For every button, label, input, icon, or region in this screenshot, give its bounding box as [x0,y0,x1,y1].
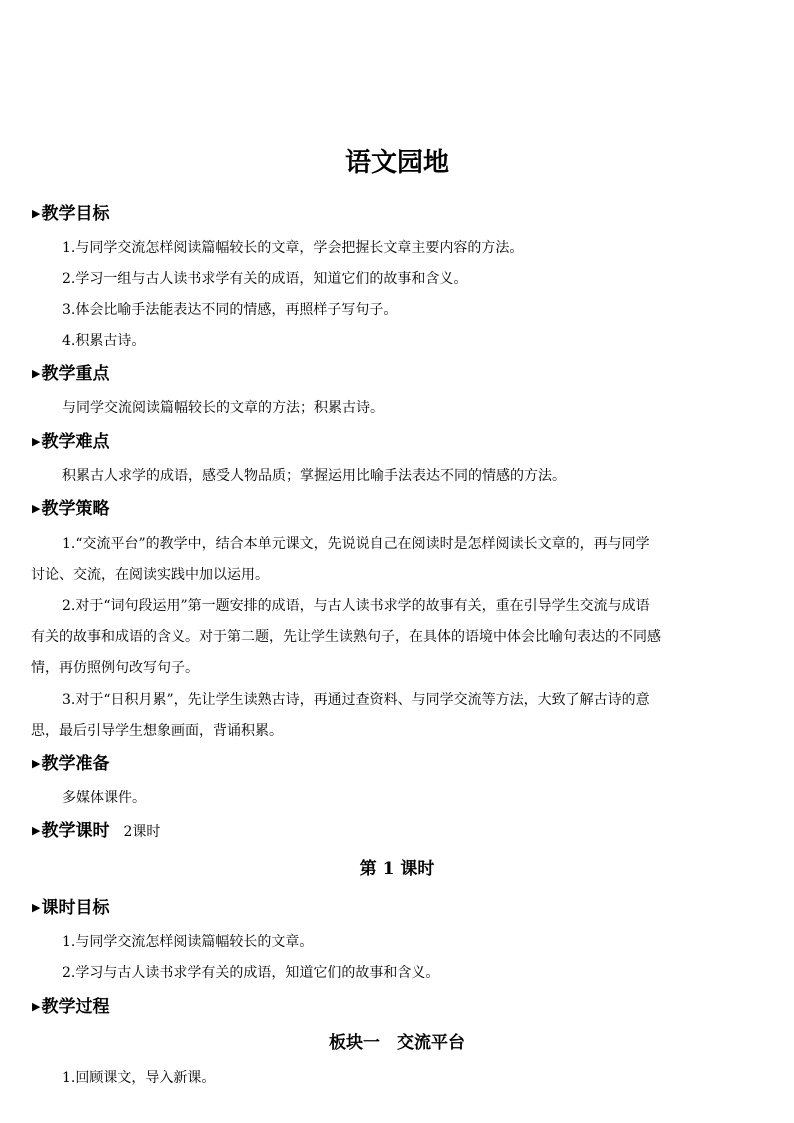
goal-item-3: 3.体会比喻手法能表达不同的情感，再照样子写句子。 [62,302,398,318]
hours-value: 2课时 [123,824,161,840]
triangle-bullet-icon: ▶ [32,901,41,914]
section-heading-focus: ▶教学重点 [32,364,110,384]
section-heading-strategy: ▶教学策略 [32,499,110,519]
focus-text: 与同学交流阅读篇幅较长的文章的方法；积累古诗。 [62,400,384,416]
section-heading-prep: ▶教学准备 [32,754,110,774]
section-heading-difficulty: ▶教学难点 [32,432,110,452]
triangle-bullet-icon: ▶ [32,824,41,837]
triangle-bullet-icon: ▶ [32,367,41,380]
page-title: 语文园地 [344,148,449,178]
section-heading-goals: ▶教学目标 [32,204,110,224]
triangle-bullet-icon: ▶ [32,502,41,515]
strategy-p1-line1: 1.“交流平台”的教学中，结合本单元课文，先说说自己在阅读时是怎样阅读长文章的，再与同学 [62,536,650,552]
goal-item-1: 1.与同学交流怎样阅读篇幅较长的文章，学会把握长文章主要内容的方法。 [62,240,524,256]
strategy-p2-line1: 2.对于“词句段运用”第一题安排的成语，与古人读书求学的故事有关，重在引导学生交流与成语 [62,598,650,614]
section-heading-process: ▶教学过程 [32,997,110,1017]
difficulty-text: 积累古人求学的成语，感受人物品质；掌握运用比喻手法表达不同的情感的方法。 [62,468,566,484]
strategy-p1-line2: 讨论、交流，在阅读实践中加以运用。 [31,567,269,583]
triangle-bullet-icon: ▶ [32,757,41,770]
strategy-p2-line3: 情，再仿照例句改写句子。 [31,660,199,676]
goal-item-4: 4.积累古诗。 [62,333,146,349]
lesson1-title: 第 1 课时 [359,859,435,879]
goal-item-2: 2.学习一组与古人读书求学有关的成语，知道它们的故事和含义。 [62,271,468,287]
triangle-bullet-icon: ▶ [32,435,41,448]
triangle-bullet-icon: ▶ [32,207,41,220]
process-step-1: 1.回顾课文，导入新课。 [62,1070,216,1086]
section-heading-hours: ▶教学课时 2课时 [32,821,161,841]
prep-text: 多媒体课件。 [62,790,146,806]
section-heading-lesson-goals: ▶课时目标 [32,898,110,918]
lesson-goal-1: 1.与同学交流怎样阅读篇幅较长的文章。 [62,934,314,950]
strategy-p3-line2: 思，最后引导学生想象画面，背诵积累。 [31,723,283,739]
lesson-goal-2: 2.学习与古人读书求学有关的成语，知道它们的故事和含义。 [62,965,440,981]
triangle-bullet-icon: ▶ [32,1000,41,1013]
strategy-p3-line1: 3.对于“日积月累”，先让学生读熟古诗，再通过查资料、与同学交流等方法，大致了解古诗的意 [62,692,650,708]
block-title: 板块一 交流平台 [329,1033,465,1053]
strategy-p2-line2: 有关的故事和成语的含义。对于第二题，先让学生读熟句子，在具体的语境中体会比喻句表达的不同感 [31,629,661,645]
